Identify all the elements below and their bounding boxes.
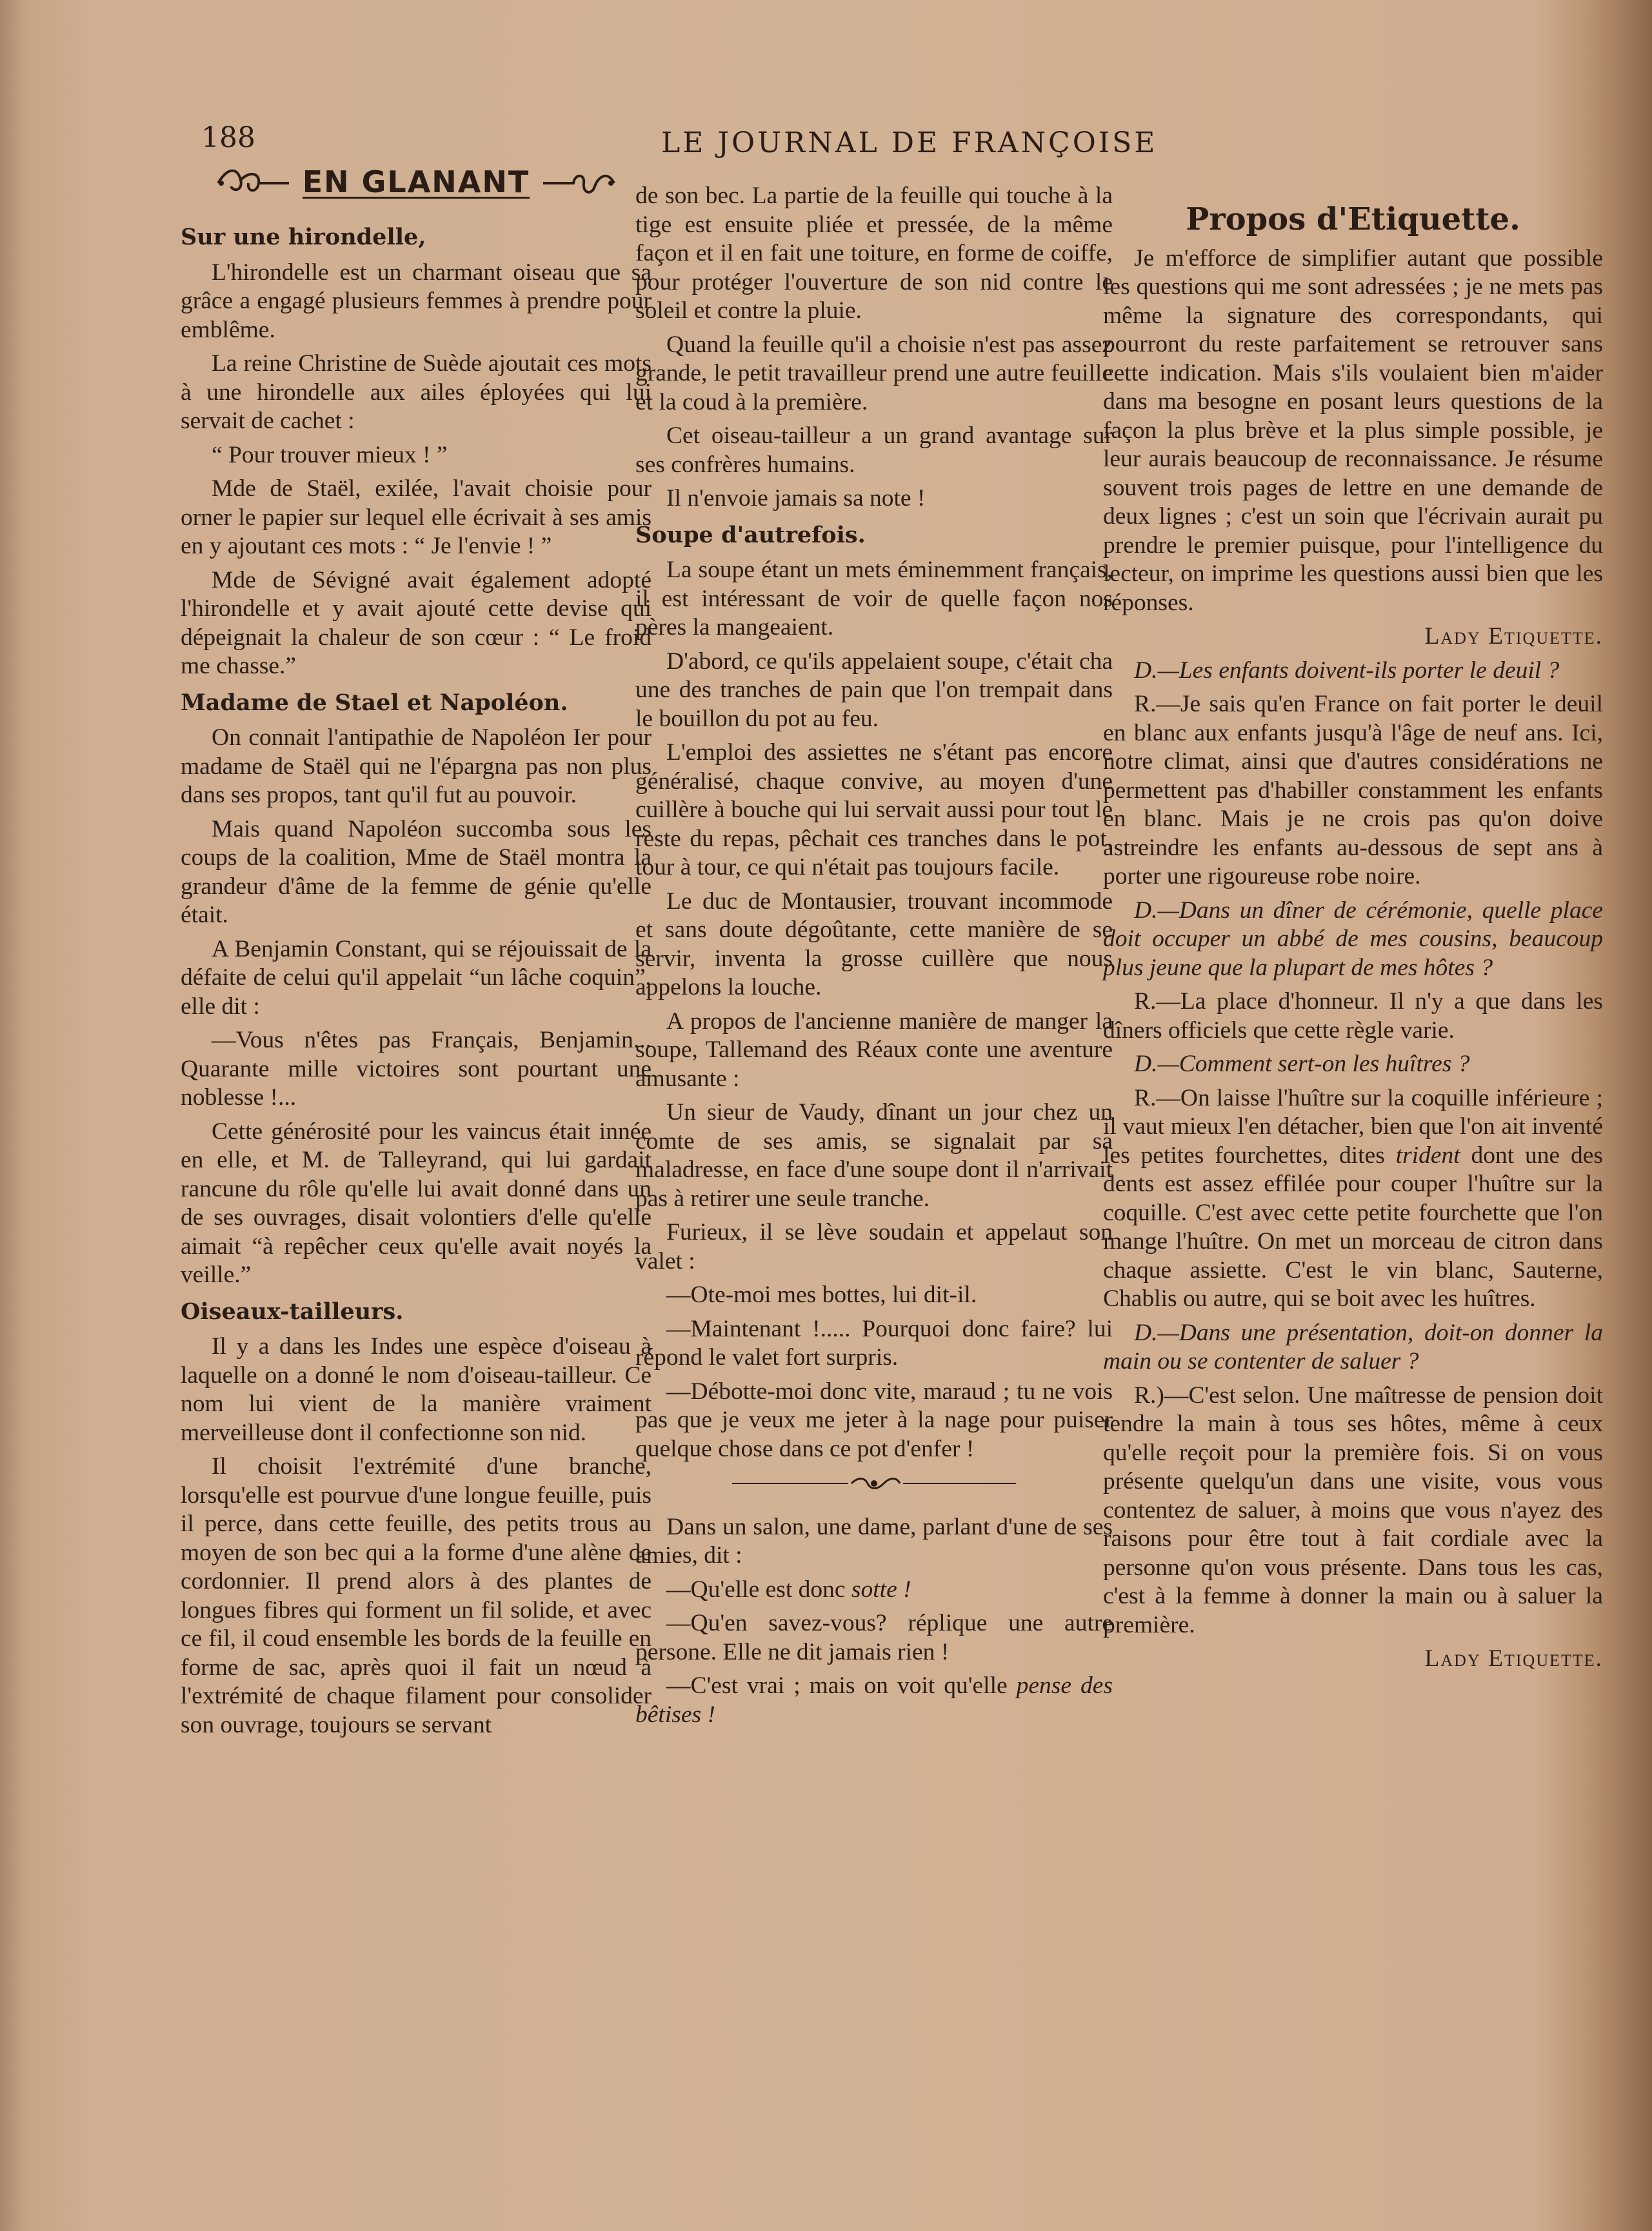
paragraph: L'hirondelle est un charmant oiseau que sa grâce a engagé plusieurs femmes à prendre pour emblême. bbox=[181, 259, 652, 343]
left-ornament-icon bbox=[215, 164, 292, 203]
paragraph: Furieux, il se lève soudain et appelaut son valet : bbox=[635, 1219, 1113, 1274]
paragraph: Cette générosité pour les vaincus était innée en elle, et M. de Talleyrand, qui lui gardait rancune du rôle qu'elle lui avait donné dans un de ses ouvrages, disait volontiers d'elle qu'elle aimait “à repêcher ceux qu'elle avait noyés la veille.” bbox=[181, 1118, 652, 1288]
answer: R.)—C'est selon. Une maîtresse de pension doit tendre la main à tous ses hôtes, même à ceux qu'elle reçoit pour la première fois. Si on vous présente quelqu'un dans une visite, vous vous contentez de saluer, à moins que vous n'ayez des raisons pour être tout à fait cordiale avec la personne qu'on vous présente. Dans tous les cas, c'est à la femme à donner la main ou à saluer la première. bbox=[1103, 1382, 1603, 1638]
text-run: R.—On laisse l'huître sur la coquille inférieure ; il vaut mieux l'en détacher, bien que l'on ait inventé les petites fourchettes, dites bbox=[1103, 1084, 1603, 1169]
subheading: Sur une hirondelle, bbox=[181, 224, 426, 250]
subheading: Soupe d'autrefois. bbox=[635, 521, 866, 548]
paragraph: “ Pour trouver mieux ! ” bbox=[212, 441, 448, 468]
question: D.—Comment sert-on les huîtres ? bbox=[1134, 1051, 1470, 1077]
paragraph: Le duc de Montausier, trouvant incommode et sans doute dégoûtante, cette manière de se servir, inventa la grosse cuillère que nous appelons la louche. bbox=[635, 887, 1113, 1000]
text-run: —C'est vrai ; mais on voit qu'elle bbox=[666, 1672, 1017, 1699]
paragraph: Quand la feuille qu'il a choisie n'est pas assez grande, le petit travailleur prend une autre feuille et la coud à la première. bbox=[635, 331, 1113, 415]
text-run: —Qu'elle est donc bbox=[666, 1576, 851, 1603]
column-3 bbox=[1103, 201, 1603, 1679]
paragraph: Je m'efforce de simplifier autant que possible les questions qui me sont adressées ; je ne mets pas même la signature des correspondants, qui pourront du reste parfaitement se retrouver sans cette indication. Mais s'ils voulaient bien m'aider dans ma besogne en posant leurs questions de la façon la plus brève et la plus simple possible, je leur aurais beaucoup de reconnaissance. Je résume souvent trois pages de lettre en une demande de deux lignes ; c'est un soin que l'écrivain aurait pu prendre le premier puisque, pour l'intelligence du lecteur, on imprime les questions aussi bien que les réponses. bbox=[1103, 244, 1603, 616]
question: D.—Dans une présentation, doit-on donner la main ou se contenter de saluer ? bbox=[1103, 1319, 1603, 1374]
column-1 bbox=[181, 164, 652, 1745]
paragraph: Dans un salon, une dame, parlant d'une de ses amies, dit : bbox=[635, 1513, 1113, 1569]
propos-etiquette-heading: Propos d'Etiquette. bbox=[1186, 201, 1520, 237]
italic-run: pense des bêtises ! bbox=[635, 1672, 1113, 1728]
italic-run: trident bbox=[1395, 1142, 1460, 1169]
paragraph: de son bec. La partie de la feuille qui touche à la tige est ensuite pliée et pressée, de la même façon et il en fait une toiture, en forme de coiffe, pour protéger l'ouverture de son nid contre le soleil et contre la pluie. bbox=[635, 183, 1113, 324]
paragraph: —Débotte-moi donc vite, maraud ; tu ne vois pas que je veux me jeter à la nage pour puiser quelque chose dans ce pot d'enfer ! bbox=[635, 1378, 1113, 1462]
paragraph: La soupe étant un mets éminemment français, il est intéressant de voir de quelle façon nos pères la mangeaient. bbox=[635, 557, 1113, 640]
paragraph: —Ote-moi mes bottes, lui dit-il. bbox=[666, 1282, 977, 1308]
paragraph: Un sieur de Vaudy, dînant un jour chez un comte de ses amis, se signalait par sa maladresse, en face d'une soupe dont il n'arrivait pas à retirer une seule tranche. bbox=[635, 1099, 1113, 1212]
paragraph: Mde de Staël, exilée, l'avait choisie pour orner le papier sur lequel elle écrivait à ses amis en y ajoutant ces mots : “ Je l'envie ! ” bbox=[181, 475, 652, 559]
paragraph: A Benjamin Constant, qui se réjouissait de la défaite de celui qu'il appelait “un lâche coquin”, elle dit : bbox=[181, 935, 652, 1020]
question: D.—Les enfants doivent-ils porter le deuil ? bbox=[1134, 657, 1560, 684]
section-heading: EN GLANANT bbox=[302, 164, 530, 200]
paragraph: La reine Christine de Suède ajoutait ces mots à une hirondelle aux ailes éployées qui lui servait de cachet : bbox=[181, 350, 652, 434]
paragraph: —Vous n'êtes pas Français, Benjamin... Quarante mille victoires sont pourtant une noblesse !... bbox=[181, 1027, 652, 1111]
paragraph: Mais quand Napoléon succomba sous les coups de la coalition, Mme de Staël montra la grandeur d'âme de la femme de génie qu'elle était. bbox=[181, 815, 652, 928]
answer bbox=[1103, 1084, 1603, 1314]
text-run: dont une des dents est assez effilée pour couper l'huître sur la coquille. C'est avec cette petite fourchette que l'on mange l'huître. On met un morceau de citron dans chaque assiette. C'est le vin blanc, Sauterne, Chablis ou autre, qui se boit avec les huîtres. bbox=[1103, 1142, 1603, 1312]
paragraph bbox=[635, 1576, 1113, 1605]
paragraph: A propos de l'ancienne manière de manger la soupe, Tallemand des Réaux conte une aventure amusante : bbox=[635, 1007, 1113, 1092]
paragraph: Cet oiseau-tailleur a un grand avantage sur ses confrères humains. bbox=[635, 422, 1113, 478]
paragraph: D'abord, ce qu'ils appelaient soupe, c'était cha une des tranches de pain que l'on trempait dans le bouillon du pot au feu. bbox=[635, 648, 1113, 732]
signature: Lady Etiquette. bbox=[1424, 623, 1603, 649]
column-2 bbox=[635, 182, 1113, 1734]
answer: R.—La place d'honneur. Il n'y a que dans les dîners officiels que cette règle varie. bbox=[1103, 988, 1603, 1044]
separator-icon bbox=[732, 1476, 1016, 1491]
paragraph: Mde de Sévigné avait également adopté l'hirondelle et y avait ajouté cette devise qui dépeignait la chaleur de son cœur : “ Le froid me chasse.” bbox=[181, 566, 652, 679]
paragraph: —Maintenant !..... Pourquoi donc faire? lui répond le valet fort surpris. bbox=[635, 1315, 1113, 1371]
answer: R.—Je sais qu'en France on fait porter le deuil en blanc aux enfants jusqu'à l'âge de neuf ans. Ici, notre climat, ainsi que d'autres considérations ne permettent pas d'habiller constamment les enfants en blanc. Mais je ne crois pas qu'on doive astreindre les enfants au-dessous de sept ans à porter une rigoureuse robe noire. bbox=[1103, 691, 1603, 889]
paragraph: Il choisit l'extrémité d'une branche, lorsqu'elle est pourvue d'une longue feuille, puis il perce, dans cette feuille, des petits trous au moyen de son bec qui a la forme d'une alène de cordonnier. Il prend alors à des plantes de longues fibres qui forment un fil solide, et avec ce fil, il coud ensemble les bords de la feuille en forme de sac, après quoi il fait un nœud à l'extrémité de chaque filament pour consolider son ouvrage, toujours se servant bbox=[181, 1453, 652, 1738]
italic-run: sotte ! bbox=[851, 1576, 911, 1603]
en-glanant-heading bbox=[181, 157, 652, 209]
paragraph: Il n'envoie jamais sa note ! bbox=[666, 485, 926, 511]
signature: Lady Etiquette. bbox=[1424, 1645, 1603, 1672]
subheading: Madame de Stael et Napoléon. bbox=[181, 689, 568, 716]
page-number: 188 bbox=[201, 121, 255, 154]
paragraph: L'emploi des assiettes ne s'étant pas encore généralisé, chaque convive, au moyen d'une cuillère à bouche qui lui servait aussi pour tout le reste du repas, pêchait ces tranches dans le pot, tour à tour, ce qui n'était pas toujours facile. bbox=[635, 739, 1113, 880]
paragraph: —Qu'en savez-vous? réplique une autre persone. Elle ne dit jamais rien ! bbox=[635, 1610, 1113, 1665]
question: D.—Dans un dîner de cérémonie, quelle place doit occuper un abbé de mes cousins, beaucoup plus jeune que la plupart de mes hôtes ? bbox=[1103, 897, 1603, 981]
paragraph: On connait l'antipathie de Napoléon Ier pour madame de Staël qui ne l'épargna pas non plus dans ses propos, tant qu'il fut au pouvoir. bbox=[181, 724, 652, 808]
subheading: Oiseaux-tailleurs. bbox=[181, 1298, 404, 1325]
separator-ornament bbox=[635, 1470, 1113, 1499]
paragraph: Il y a dans les Indes une espèce d'oiseau à laquelle on a donné le nom d'oiseau-tailleur. Ce nom lui vient de la manière vraiment merveilleuse dont il confectionne son nid. bbox=[181, 1333, 652, 1446]
paragraph bbox=[635, 1672, 1113, 1729]
journal-title: LE JOURNAL DE FRANÇOISE bbox=[661, 126, 1158, 159]
right-ornament-icon bbox=[540, 164, 617, 203]
